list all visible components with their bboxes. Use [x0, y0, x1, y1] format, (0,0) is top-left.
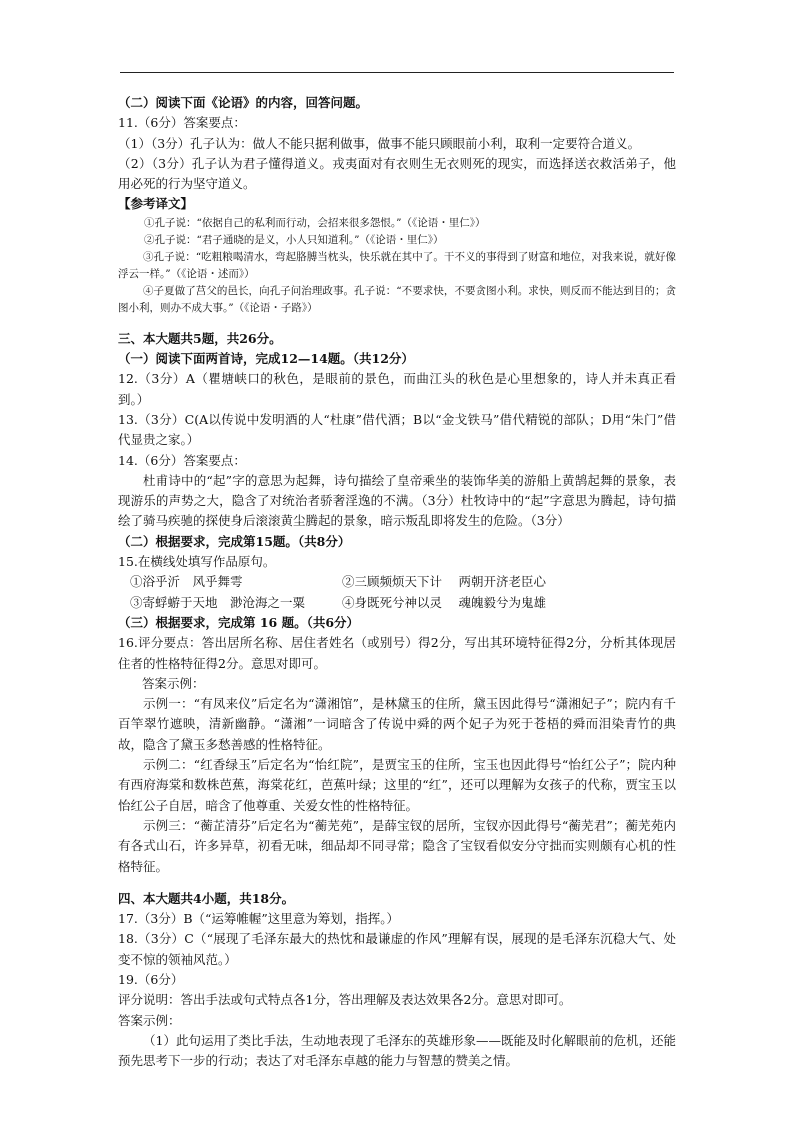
q11-heading: 11.（6分）答案要点： — [118, 115, 246, 131]
q16-answer-label: 答案示例： — [142, 675, 205, 691]
reference-line-3: ③孔子说：“吃粗粮喝清水，弯起胳膊当枕头，快乐就在其中了。干不义的事得到了财富和地位，对我来说，就好像浮云一样。”（《论语・述而》） — [118, 250, 676, 280]
q15-heading: 15.在横线处填写作品原句。 — [118, 554, 276, 570]
reference-line-4: ④子夏做了莒父的邑长，向孔子问治理政事。孔子说：“不要求快，不要贪图小利。求快，则反而不能达到目的；贪图小利，则办不成大事。”（《论语・子路》） — [118, 284, 676, 314]
q15-answer-2: ②三顾频烦天下计 两朝开济老臣心 — [342, 574, 546, 590]
reference-line-2: ②孔子说：“君子通晓的是义，小人只知道利。”（《论语・里仁》） — [144, 233, 444, 246]
part-3-title: 三、本大题共5题，共26分。 — [118, 330, 282, 346]
reference-translation-title: 【参考译文】 — [118, 196, 194, 212]
header-rule — [120, 72, 674, 73]
q15-answer-1: ①浴乎沂 风乎舞雩 — [130, 574, 243, 590]
answer-document — [118, 93, 676, 1071]
q16-example-1: 示例一：“有凤来仪”后定名为“潇湘馆”，是林黛玉的住所，黛玉因此得号“潇湘妃子”；院内有千百竿翠竹遮映，清新幽静。“潇湘”一词暗含了传说中舜的两个妃子为死于苍梧的舜而泪染青竹的典故，隐含了黛玉多愁善感的性格特征。 — [118, 696, 676, 752]
q15-row-2 — [118, 593, 676, 613]
q11-point-1: （1）（3分）孔子认为：做人不能只据利做事，做事不能只顾眼前小利，取利一定要符合道义。 — [118, 135, 641, 151]
q19-heading: 19.（6分） — [118, 971, 184, 987]
q19-answer-1: （1）此句运用了类比手法，生动地表现了毛泽东的英雄形象——既能及时化解眼前的危机，还能预先思考下一步的行动；表达了对毛泽东卓越的能力与智慧的赞美之情。 — [118, 1032, 676, 1069]
section-title-lunyu: （二）阅读下面《论语》的内容，回答问题。 — [118, 95, 369, 110]
q19-answer-label: 答案示例： — [118, 1012, 181, 1028]
q16-scoring: 16.评分要点：答出居所名称、居住者姓名（或别号）得2分，写出其环境特征得2分，分析其体现居住者的性格特征得2分。意思对即可。 — [118, 635, 676, 671]
q11-point-2: （2）（3分）孔子认为君子懂得道义。戎夷面对有衣则生无衣则死的现实，而选择送衣救活弟子，他用必死的行为坚守道义。 — [118, 155, 676, 192]
part-3-subsection-1: （一）阅读下面两首诗，完成12—14题。（共12分） — [118, 351, 414, 367]
part-3-subsection-3: （三）根据要求，完成第 16 题。（共6分） — [118, 614, 360, 630]
q16-example-2: 示例二：“红香绿玉”后定名为“怡红院”，是贾宝玉的住所，宝玉也因此得号“怡红公子”；院内种有西府海棠和数株芭蕉，海棠花红，芭蕉叶绿；这里的“红”，还可以理解为女孩子的代称，贾宝玉以怡红公子自居，暗含了他尊重、关爱女性的性格特征。 — [118, 757, 676, 813]
q17-answer: 17.（3分）B（“运筹帷幄”这里意为筹划，指挥。） — [118, 911, 400, 927]
q19-scoring-note: 评分说明：答出手法或句式特点各1分，答出理解及表达效果各2分。意思对即可。 — [118, 992, 572, 1008]
q15-answer-4: ④身既死兮神以灵 魂魄毅兮为鬼雄 — [342, 594, 546, 610]
q16-example-3: 示例三：“蘅芷清芬”后定名为“蘅芜苑”，是薛宝钗的居所，宝钗亦因此得号“蘅芜君”；蘅芜苑内有各式山石，许多异草，初看无味，细品却不同寻常；隐含了宝钗看似安分守拙而实则颇有心机的性格特征。 — [118, 817, 676, 874]
part-4-title: 四、本大题共4小题，共18分。 — [118, 890, 295, 906]
q14-answer: 杜甫诗中的“起”字的意思为起舞，诗句描绘了皇帝乘坐的装饰华美的游船上黄鹄起舞的景象，表现游乐的声势之大，隐含了对统治者骄奢淫逸的不满。（3分）杜牧诗中的“起”字意思为腾起，诗句描绘了骑马疾驰的探使身后滚滚黄尘腾起的景象，暗示叛乱即将发生的危险。（3分） — [118, 472, 676, 529]
q15-answer-3: ③寄蜉蝣于天地 渺沧海之一粟 — [130, 594, 306, 610]
reference-line-1: ①孔子说：“依据自己的私利而行动，会招来很多怨恨。”（《论语・里仁》） — [144, 216, 486, 229]
part-3-subsection-2: （二）根据要求，完成第15题。（共8分） — [118, 533, 351, 549]
q18-answer: 18.（3分）C（“展现了毛泽东最大的热忱和最谦虚的作风”理解有误，展现的是毛泽东沉稳大气、处变不惊的领袖风范。） — [118, 931, 676, 967]
q14-heading: 14.（6分）答案要点： — [118, 452, 246, 468]
q13-answer: 13.（3分）C(A以传说中发明酒的人“杜康”借代酒；B以“金戈铁马”借代精锐的部队；D用“朱门”借代显贵之家。） — [118, 411, 676, 448]
q15-row-1 — [118, 572, 676, 592]
q12-answer: 12.（3分）A（瞿塘峡口的秋色，是眼前的景色，而曲江头的秋色是心里想象的，诗人并未真正看到。） — [118, 371, 676, 407]
